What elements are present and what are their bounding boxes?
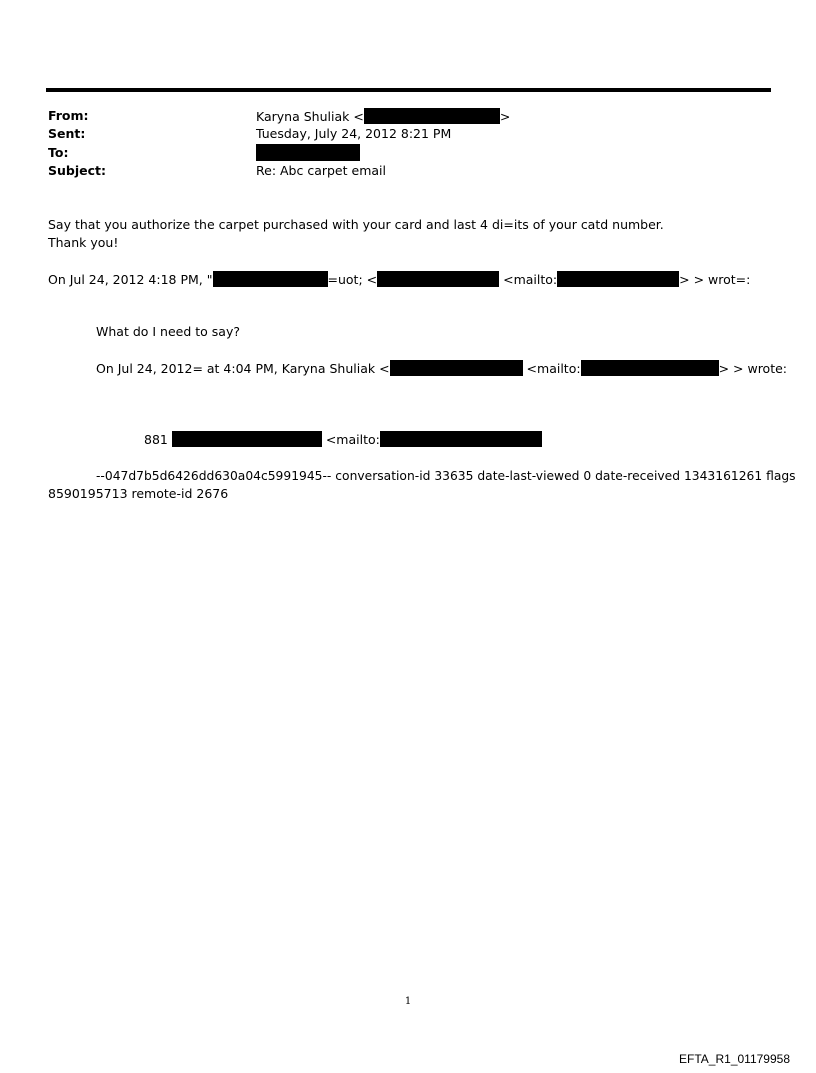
quote-text: > > wrote: [718,361,788,376]
redaction-block [172,431,322,447]
body-line: Thank you! [48,235,119,250]
metadata-line: 8590195713 remote-id 2676 [48,486,229,501]
subject-label: Subject: [48,163,106,178]
metadata-line: --047d7b5d6426dd630a04c5991945-- conversation-id 33635 date-last-viewed 0 date-received 1343161261 flags [96,469,796,483]
redaction-block [256,144,360,161]
from-close: > [499,109,511,124]
redaction-block [581,360,719,376]
sent-label: Sent: [48,126,86,141]
body-line: Say that you authorize the carpet purchased with your card and last 4 di=its of your catd number. [48,217,664,232]
quote-text: <mailto: [503,272,558,287]
subject-value: Re: Abc carpet email [256,163,386,178]
reply-question: What do I need to say? [96,324,240,339]
quote-text: > > wrot=: [679,272,751,287]
quote-text: On Jul 24, 2012 4:18 PM, " [48,272,213,287]
signature-line [144,431,542,448]
signature-text: 881 [144,432,168,447]
quote-text: <mailto: [526,361,581,376]
header-rule [46,88,771,92]
redaction-block [213,271,328,287]
signature-text: <mailto: [325,432,380,447]
quote-text: On Jul 24, 2012= at 4:04 PM, Karyna Shuliak < [96,361,390,376]
redaction-block [364,108,500,124]
from-label: From: [48,108,89,123]
to-label: To: [48,145,69,160]
redaction-block [557,271,679,287]
from-value [256,108,510,124]
from-name: Karyna Shuliak < [256,109,364,124]
bates-number: EFTA_R1_01179958 [679,1052,790,1066]
sent-value: Tuesday, July 24, 2012 8:21 PM [256,126,452,141]
quote-header-2 [96,360,787,377]
page-number: 1 [404,996,412,1007]
quote-text: =uot; < [327,272,378,287]
to-value [256,144,360,161]
quote-header-1 [48,271,750,288]
redaction-block [390,360,523,376]
redaction-block [377,271,499,287]
redaction-block [380,431,542,447]
